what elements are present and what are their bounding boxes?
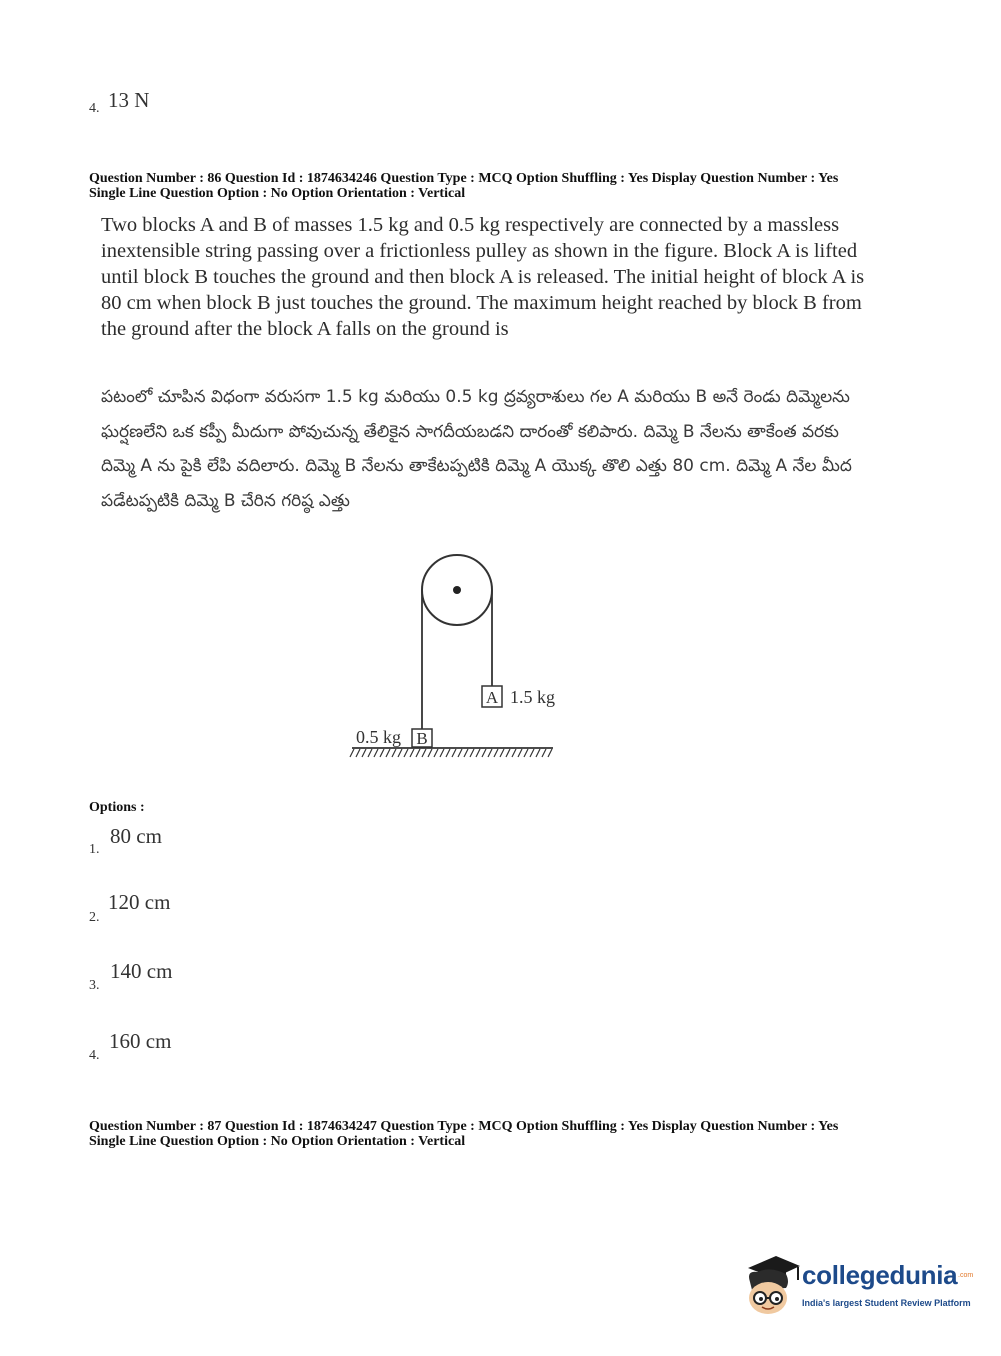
- block-a-label: A: [485, 688, 499, 707]
- collegedunia-logo[interactable]: [740, 1248, 974, 1318]
- previous-option-4: [89, 88, 189, 118]
- ground-hatch-mark: [470, 749, 474, 757]
- logo-tagline: India's largest Student Review Platform: [802, 1298, 971, 1308]
- ground-hatching: [350, 749, 552, 757]
- ground-hatch-mark: [380, 749, 384, 757]
- ground-hatch-mark: [440, 749, 444, 757]
- options-label: Options :: [89, 800, 145, 815]
- block-a-mass: 1.5 kg: [510, 687, 555, 707]
- question-86-meta: [89, 171, 838, 201]
- ground-hatch-mark: [428, 749, 432, 757]
- question-text-telugu: పటంలో చూపిన విధంగా వరుసగా 1.5 kg మరియు 0.5 kg ద్రవ్యరాశులు గల A మరియు B అనే రెండు దిమ్మెలను ఘర్షణలేని ఒక కప్పీ మీదుగా పోవుచున్న తేలికైన సాగదీయబడని దారంతో కలిపారు. దిమ్మె B నేలను తాకేంత వరకు దిమ్మె A ను పైకి లేపి వదిలారు. దిమ్మె B నేలను తాకేటప్పటికి దిమ్మె A యొక్క తొలి ఎత్తు 80 cm. దిమ్మె A నేల మీద పడేటప్పటికి దిమ్మె B చేరిన గరిష్ఠ ఎత్తు: [101, 387, 852, 511]
- ground-hatch-mark: [452, 749, 456, 757]
- question-87-meta: [89, 1119, 838, 1149]
- ground-hatch-mark: [362, 749, 366, 757]
- option-number: 4.: [89, 101, 100, 116]
- option-number: 1.: [89, 842, 100, 857]
- logo-suffix: .com: [958, 1272, 974, 1279]
- mascot-icon: [740, 1248, 802, 1318]
- ground-hatch-mark: [458, 749, 462, 757]
- ground-hatch-mark: [464, 749, 468, 757]
- ground-hatch-mark: [494, 749, 498, 757]
- ground-hatch-mark: [368, 749, 372, 757]
- option-number: 3.: [89, 978, 100, 993]
- ground-hatch-mark: [416, 749, 420, 757]
- ground-hatch-mark: [356, 749, 360, 757]
- option-text: 80 cm: [110, 824, 162, 848]
- ground-hatch-mark: [500, 749, 504, 757]
- option-1[interactable]: [89, 824, 289, 860]
- option-text: 160 cm: [109, 1029, 172, 1053]
- question-86-meta-line2: Single Line Question Option : No Option Orientation : Vertical: [89, 186, 466, 201]
- ground-hatch-mark: [506, 749, 510, 757]
- ground-hatch-mark: [548, 749, 552, 757]
- ground-hatch-mark: [488, 749, 492, 757]
- ground-hatch-mark: [434, 749, 438, 757]
- ground-hatch-mark: [542, 749, 546, 757]
- ground-hatch-mark: [404, 749, 408, 757]
- ground-hatch-mark: [518, 749, 522, 757]
- ground-hatch-mark: [392, 749, 396, 757]
- options-list: [89, 824, 289, 1074]
- ground-hatch-mark: [512, 749, 516, 757]
- question-text-english: Two blocks A and B of masses 1.5 kg and 0.5 kg respectively are connected by a massless inextensible string passing over a frictionless pulley as shown in the figure. Block A is lifted until block B touches the ground and then block A is released. The initial height of block A is 80 cm when block B just touches the ground. The maximum height reached by block B from the ground after the block A falls on the ground is: [101, 214, 865, 340]
- option-2[interactable]: [89, 890, 289, 926]
- ground-hatch-mark: [536, 749, 540, 757]
- logo-brand-text: collegedunia: [802, 1260, 958, 1290]
- pulley-axle: [453, 586, 461, 594]
- ground-hatch-mark: [410, 749, 414, 757]
- option-text: 120 cm: [108, 890, 171, 914]
- ground-hatch-mark: [398, 749, 402, 757]
- ground-hatch-mark: [350, 749, 354, 757]
- option-number: 2.: [89, 910, 100, 925]
- option-4[interactable]: [89, 1029, 289, 1065]
- ground-hatch-mark: [530, 749, 534, 757]
- block-b-label: B: [416, 729, 428, 748]
- option-3[interactable]: [89, 959, 289, 995]
- ground-hatch-mark: [524, 749, 528, 757]
- ground-hatch-mark: [446, 749, 450, 757]
- option-number: 4.: [89, 1048, 100, 1063]
- ground-hatch-mark: [422, 749, 426, 757]
- pulley-diagram: [340, 545, 570, 765]
- question-87-meta-line2: Single Line Question Option : No Option Orientation : Vertical: [89, 1134, 466, 1149]
- option-text: 13 N: [108, 88, 150, 112]
- question-86-meta-line1: Question Number : 86 Question Id : 1874634246 Question Type : MCQ Option Shuffling : Yes Display Question Number : Yes: [89, 171, 839, 186]
- ground-hatch-mark: [374, 749, 378, 757]
- option-text: 140 cm: [110, 959, 173, 983]
- ground-hatch-mark: [482, 749, 486, 757]
- ground-hatch-mark: [476, 749, 480, 757]
- question-87-meta-line1: Question Number : 87 Question Id : 1874634247 Question Type : MCQ Option Shuffling : Yes Display Question Number : Yes: [89, 1119, 839, 1134]
- pulley-figure: [340, 545, 570, 770]
- ground-hatch-mark: [386, 749, 390, 757]
- block-b-mass: 0.5 kg: [356, 727, 401, 747]
